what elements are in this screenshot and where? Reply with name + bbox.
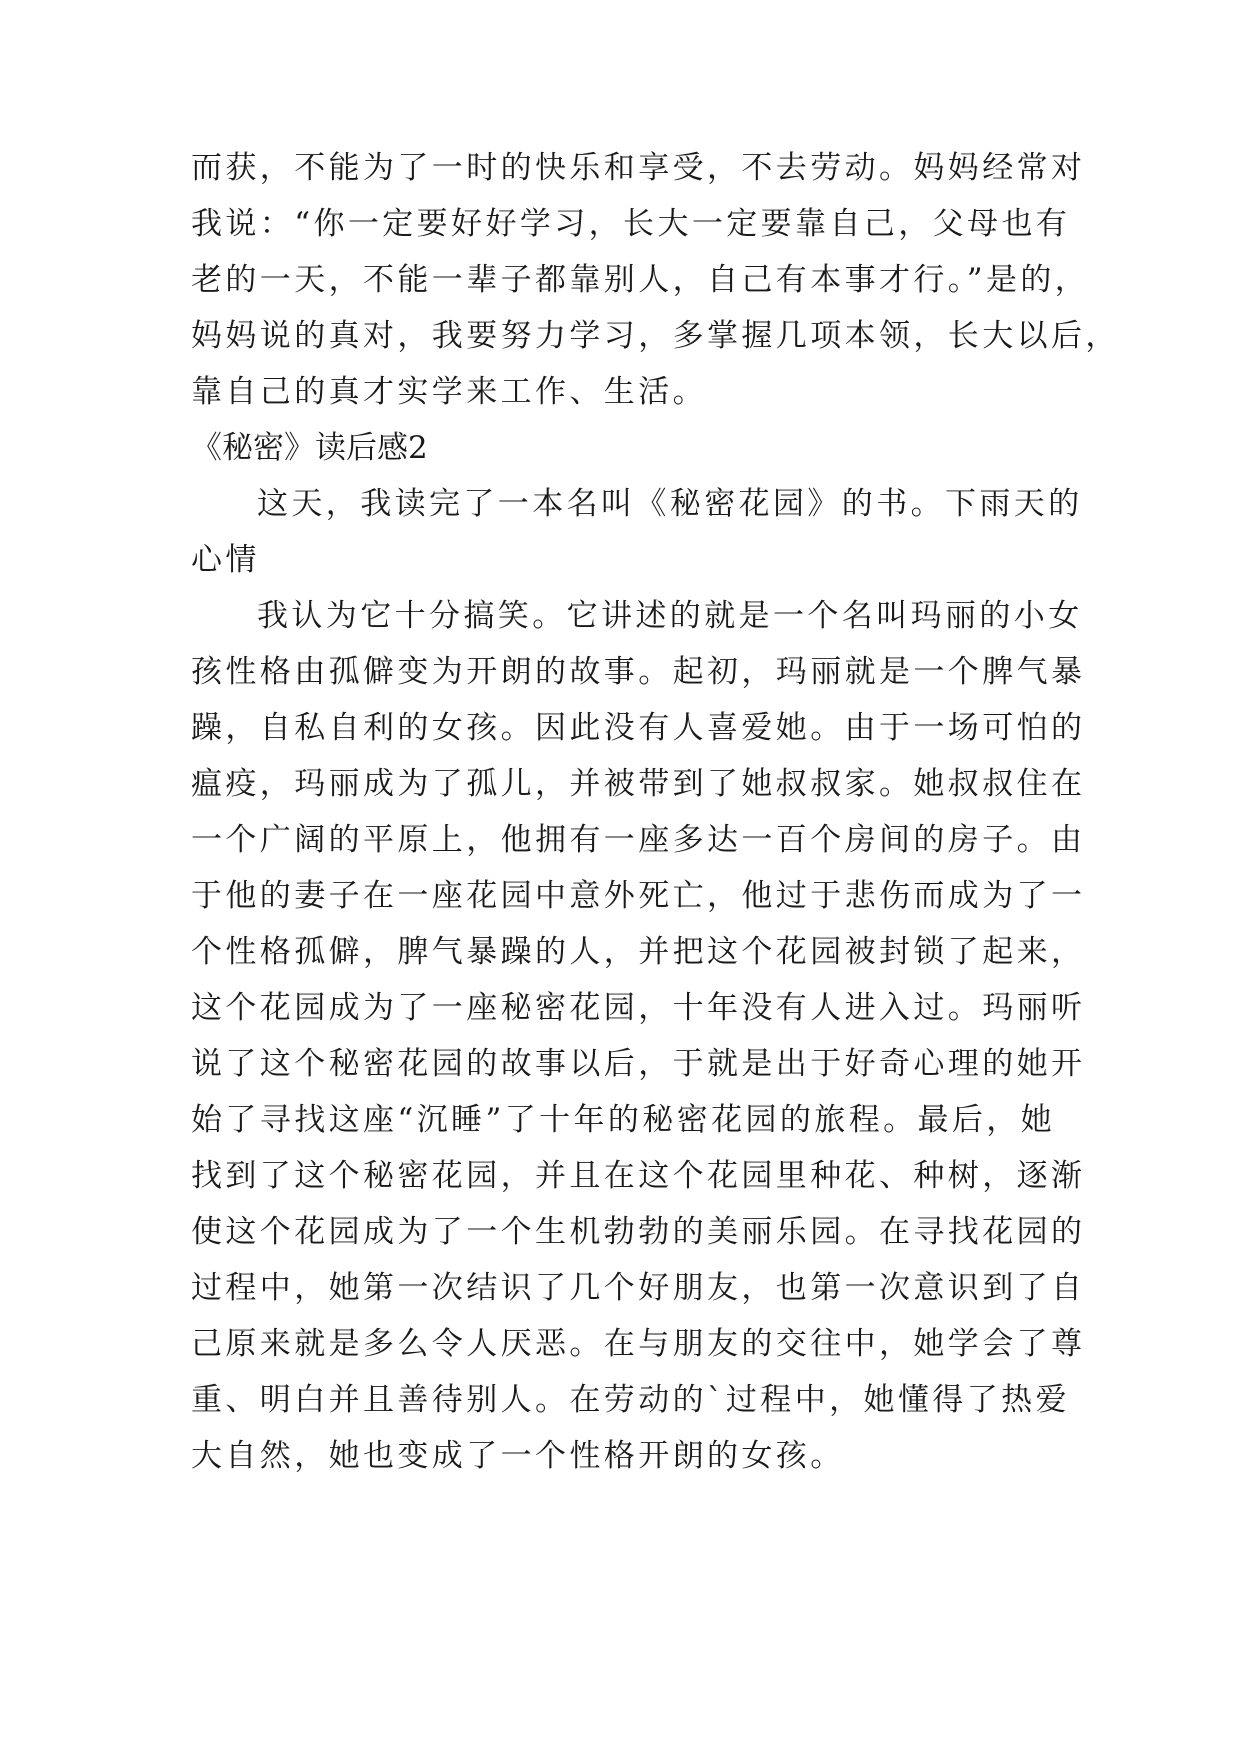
text-line: 老的一天，不能一辈子都靠别人，自己有本事才行。”是的，: [191, 262, 1090, 298]
text-line: 靠自己的真才实学来工作、生活。: [191, 374, 707, 410]
text-line: 这个花园成为了一座秘密花园，十年没有人进入过。玛丽听: [191, 990, 1086, 1026]
text-line: 使这个花园成为了一个生机勃勃的美丽乐园。在寻找花园的: [191, 1214, 1086, 1250]
paragraph-story: [191, 588, 1086, 1484]
text-line: 瘟疫，玛丽成为了孤儿，并被带到了她叔叔家。她叔叔住在: [191, 766, 1086, 802]
text-line: 妈妈说的真对，我要努力学习，多掌握几项本领，长大以后，: [191, 318, 1120, 354]
text-line: 始了寻找这座“沉睡”了十年的秘密花园的旅程。最后，她: [191, 1102, 1056, 1138]
text-line: 说了这个秘密花园的故事以后，于就是出于好奇心理的她开: [191, 1046, 1086, 1082]
section-title: 《秘密》读后感2: [191, 430, 428, 466]
text-line: 躁，自私自利的女孩。因此没有人喜爱她。由于一场可怕的: [191, 710, 1086, 746]
text-line: 我认为它十分搞笑。它讲述的就是一个名叫玛丽的小女: [257, 598, 1083, 634]
continuation-paragraph: [191, 140, 1120, 420]
text-line: 一个广阔的平原上，他拥有一座多达一百个房间的房子。由: [191, 822, 1086, 858]
text-line: 己原来就是多么令人厌恶。在与朋友的交往中，她学会了尊: [191, 1326, 1086, 1362]
paragraph-intro: [191, 476, 1083, 588]
text-line: 于他的妻子在一座花园中意外死亡，他过于悲伤而成为了一: [191, 878, 1086, 914]
text-line: 心情: [191, 542, 260, 578]
text-line: 重、明白并且善待别人。在劳动的`过程中，她懂得了热爱: [191, 1382, 1070, 1418]
text-line: 我说：“你一定要好好学习，长大一定要靠自己，父母也有: [191, 206, 1071, 242]
text-line: 孩性格由孤僻变为开朗的故事。起初，玛丽就是一个脾气暴: [191, 654, 1086, 690]
text-line: 过程中，她第一次结识了几个好朋友，也第一次意识到了自: [191, 1270, 1086, 1306]
text-line: 这天，我读完了一本名叫《秘密花园》的书。下雨天的: [257, 486, 1083, 522]
text-line: 找到了这个秘密花园，并且在这个花园里种花、种树，逐渐: [191, 1158, 1086, 1194]
text-line: 而获，不能为了一时的快乐和享受，不去劳动。妈妈经常对: [191, 150, 1086, 186]
document-page: [191, 140, 1120, 1484]
text-line: 个性格孤僻，脾气暴躁的人，并把这个花园被封锁了起来，: [191, 934, 1086, 970]
text-line: 大自然，她也变成了一个性格开朗的女孩。: [191, 1438, 845, 1474]
